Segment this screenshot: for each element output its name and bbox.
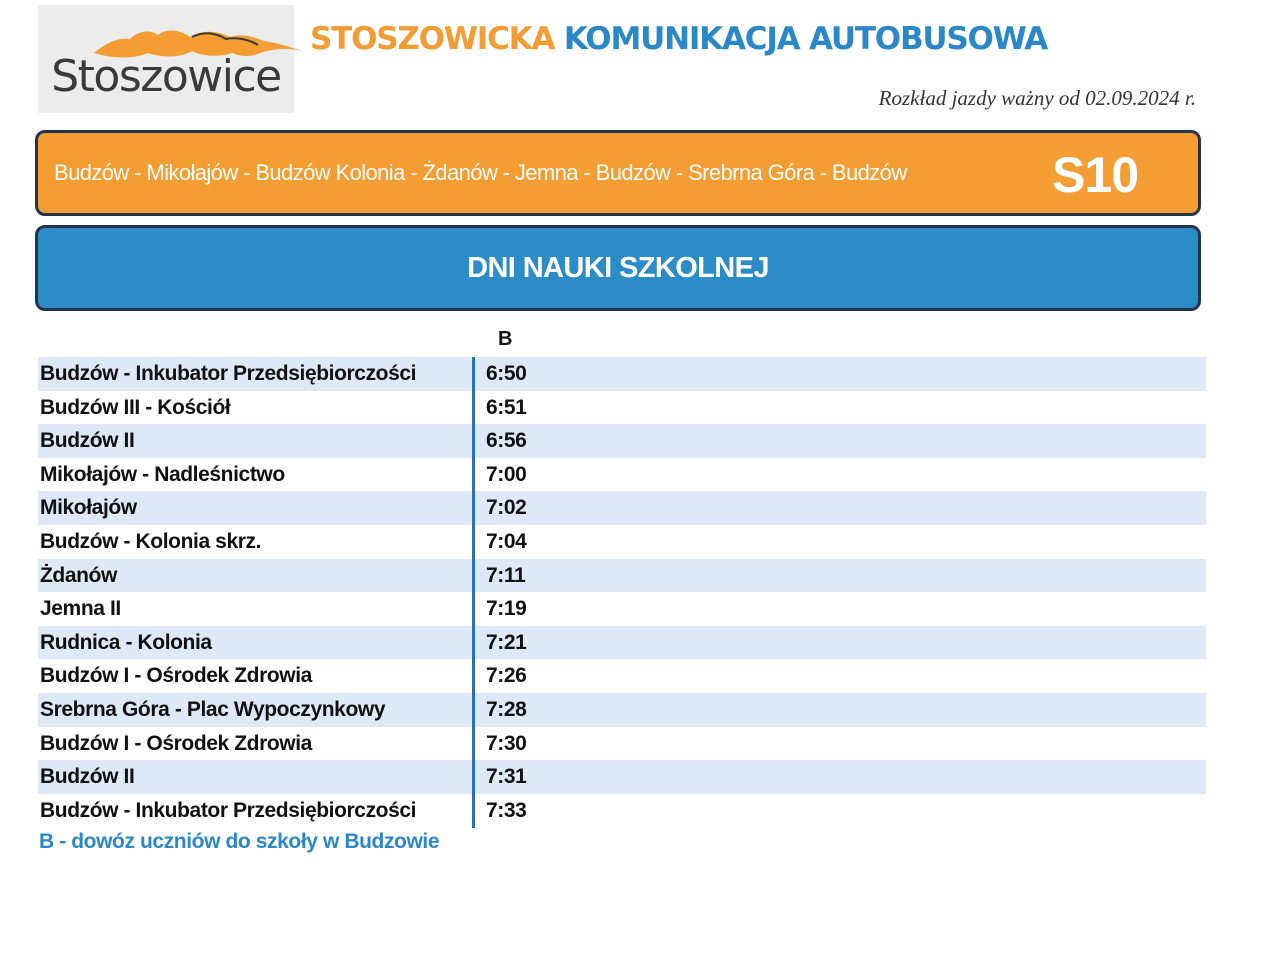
departure-time: 7:33 xyxy=(486,798,527,822)
valid-from-date: Rozkład jazdy ważny od 02.09.2024 r. xyxy=(878,86,1196,110)
stop-name: Rudnica - Kolonia xyxy=(40,630,212,654)
stop-name: Budzów II xyxy=(40,765,135,789)
departure-time: 7:19 xyxy=(486,597,527,621)
table-row xyxy=(38,424,1206,458)
route-code: S10 xyxy=(1052,147,1138,203)
departure-time: 7:30 xyxy=(486,731,527,755)
table-row xyxy=(38,559,1206,593)
legend-note: B - dowóz uczniów do szkoły w Budzowie xyxy=(39,830,440,853)
table-row xyxy=(38,693,1206,727)
table-row xyxy=(38,357,1206,391)
stop-name: Budzów - Inkubator Przedsiębiorczości xyxy=(40,798,417,822)
departure-time: 7:21 xyxy=(486,630,527,654)
stop-name: Mikołajów - Nadleśnictwo xyxy=(40,462,285,486)
stop-name: Budzów - Kolonia skrz. xyxy=(40,529,262,553)
company-title-part1: STOSZOWICKA xyxy=(310,21,555,57)
table-row xyxy=(38,592,1206,626)
table-row xyxy=(38,794,1206,828)
timetable xyxy=(38,357,1206,827)
stop-name: Budzów - Inkubator Przedsiębiorczości xyxy=(40,362,417,385)
stop-name: Żdanów xyxy=(40,563,117,587)
stop-name: Srebrna Góra - Plac Wypoczynkowy xyxy=(40,697,386,721)
day-type-label: DNI NAUKI SZKOLNEJ xyxy=(467,251,769,284)
table-row xyxy=(38,391,1206,425)
stop-name: Mikołajów xyxy=(40,496,137,520)
table-row xyxy=(38,659,1206,693)
departure-time: 6:51 xyxy=(486,395,527,419)
company-title xyxy=(310,18,1047,60)
departure-time: 7:00 xyxy=(486,462,527,486)
stop-name: Budzów I - Ośrodek Zdrowia xyxy=(40,664,312,688)
departure-time: 7:26 xyxy=(486,664,527,688)
departure-time: 6:50 xyxy=(486,362,527,385)
table-row xyxy=(38,727,1206,761)
company-title-part2: KOMUNIKACJA AUTOBUSOWA xyxy=(563,21,1048,57)
stop-name: Jemna II xyxy=(40,597,121,621)
stop-name: Budzów III - Kościół xyxy=(40,395,231,419)
table-row xyxy=(38,491,1206,525)
departure-time: 7:28 xyxy=(486,697,527,721)
column-divider xyxy=(472,357,475,828)
stop-name: Budzów II xyxy=(40,429,135,453)
departure-time: 7:02 xyxy=(486,496,527,520)
departure-time: 7:04 xyxy=(486,529,527,553)
stop-name: Budzów I - Ośrodek Zdrowia xyxy=(40,731,312,755)
route-banner xyxy=(35,130,1201,216)
logo xyxy=(38,5,294,113)
departure-time: 7:31 xyxy=(486,765,527,789)
departure-time: 7:11 xyxy=(486,563,526,587)
day-type-banner xyxy=(35,225,1201,311)
column-header: B xyxy=(498,328,513,350)
logo-text: Stoszowice xyxy=(51,51,281,102)
table-row xyxy=(38,760,1206,794)
departure-time: 6:56 xyxy=(486,429,527,453)
table-row xyxy=(38,525,1206,559)
table-row xyxy=(38,458,1206,492)
table-row xyxy=(38,626,1206,660)
route-stops: Budzów - Mikołajów - Budzów Kolonia - Żdanów - Jemna - Budzów - Srebrna Góra - Budzów xyxy=(54,160,907,185)
